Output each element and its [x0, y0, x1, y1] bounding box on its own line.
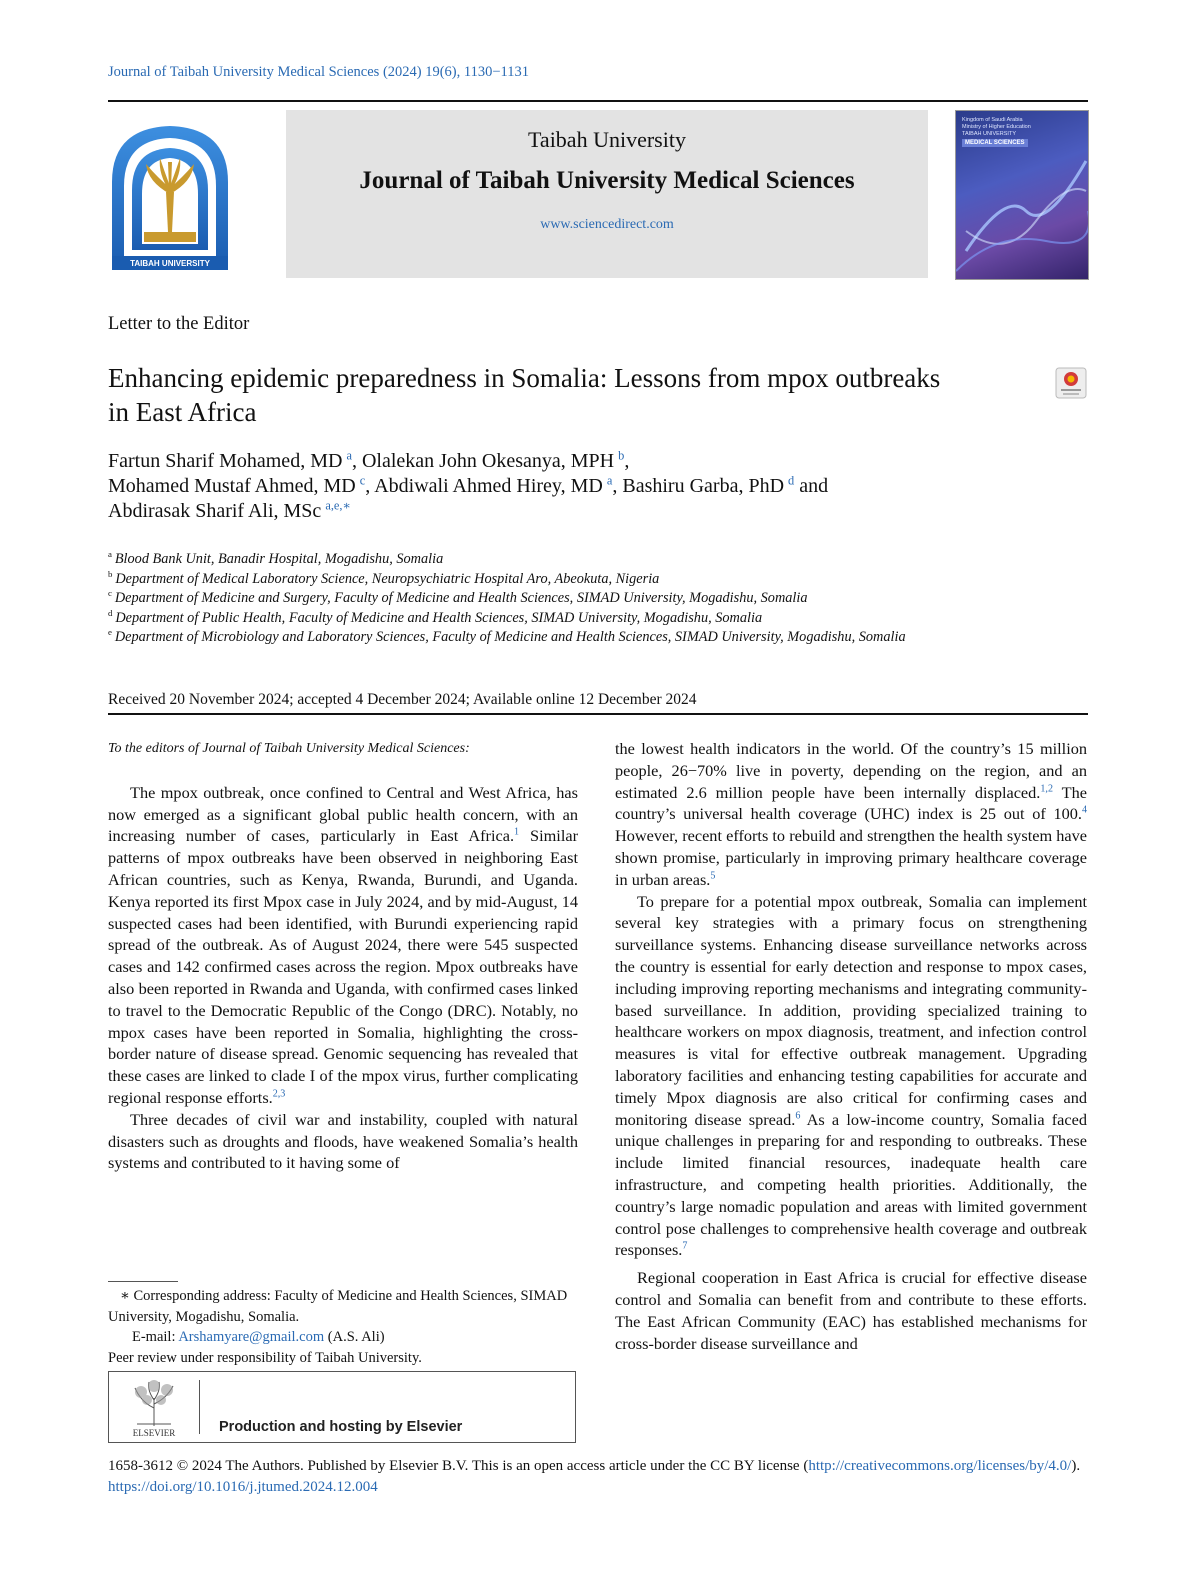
citation-link[interactable]: 5: [710, 870, 716, 882]
paragraph-continuation: [615, 738, 1087, 891]
cover-dna-graphic: [956, 111, 1088, 279]
paragraph-continuation-text: the lowest health indicators in the world. Of the country’s 15 million people, 26−70% live in poverty, depending on the region, and an estimated 2.6 million people have been internally displaced.$^{1,2}$ The country’s universal health coverage (UHC) index is 25 out of 100.$^4$ However, recent efforts to rebuild and strengthen the health system have shown promise, particularly in improving primary healthcare coverage in urban areas.$^5$: [615, 739, 1087, 889]
article-title: Enhancing epidemic preparedness in Somalia: Lessons from mpox outbreaks in East Africa: [108, 363, 941, 427]
affiliation-list: [108, 550, 1088, 648]
author-affiliation-ref[interactable]: a: [346, 448, 352, 463]
email-line: E-mail: Arshamyare@gmail.com (A.S. Ali): [132, 1329, 385, 1345]
elsevier-logo[interactable]: [123, 1378, 185, 1438]
sciencedirect-link[interactable]: www.sciencedirect.com: [540, 217, 674, 232]
copyright-notice: 1658-3612 © 2024 The Authors. Published by Elsevier B.V. This is an open access article under the CC BY license (http://creativecommons.org/licenses/by/4.0/). https://doi.org/10.1016/j.jtumed.2024.12.004: [108, 1458, 1081, 1495]
license-link[interactable]: http://creativecommons.org/licenses/by/4.0/: [808, 1458, 1072, 1474]
elsevier-logo-text: ELSEVIER: [132, 1428, 176, 1438]
logo-caption: TAIBAH UNIVERSITY: [130, 259, 210, 268]
author-name: Abdiwali Ahmed Hirey, MD: [374, 475, 603, 497]
affiliation-item: $^d$ Department of Public Health, Faculty of Medicine and Health Sciences, SIMAD University, Mogadishu, Somalia: [108, 608, 763, 626]
author-affiliation-ref[interactable]: a: [606, 473, 613, 488]
journal-name: Journal of Taibah University Medical Sciences: [359, 167, 855, 194]
hosting-label: Production and hosting by Elsevier: [219, 1419, 463, 1435]
author-list: Fartun Sharif Mohamed, MD $^a$, Olalekan John Okesanya, MPH $^b$, Mohamed Mustaf Ahmed, MD $^c$, Abdiwali Ahmed Hirey, MD $^a$, Bashiru Garba, PhD $^d$ and Abdirasak Sharif Ali, MSc $^{a,e,∗}$: [108, 448, 829, 522]
journal-banner: [286, 110, 928, 278]
dates-rule: [108, 713, 1088, 715]
affiliation-item: $^b$ Department of Medical Laboratory Science, Neuropsychiatric Hospital Aro, Abeokuta, Nigeria: [108, 568, 660, 587]
peer-review-note: Peer review under responsibility of Taibah University.: [108, 1349, 422, 1366]
body-column-left: [108, 738, 578, 1175]
paragraph: Regional cooperation in East Africa is crucial for effective disease control and Somalia can benefit from and contribute to these efforts. The East African Community (EAC) has established mechanisms for cross-border disease surveillance and: [615, 1268, 1087, 1353]
citation-link[interactable]: 7: [682, 1240, 688, 1252]
affiliation-item: $^a$ Blood Bank Unit, Banadir Hospital, Mogadishu, Somalia: [108, 549, 444, 567]
cover-header-text: Kingdom of Saudi Arabia Ministry of Higher Education TAIBAH UNIVERSITY: [962, 117, 1031, 137]
footnote-rule: [108, 1281, 178, 1282]
check-for-updates-icon[interactable]: [1055, 367, 1087, 399]
corresponding-address: ∗ Corresponding address: Faculty of Medicine and Health Sciences, SIMAD University, Mogadishu, Somalia.: [108, 1288, 568, 1325]
footnotes: [108, 1286, 578, 1368]
body-column-right: [615, 738, 1087, 1354]
author-affiliation-ref[interactable]: d: [788, 473, 795, 488]
article-type: Letter to the Editor: [108, 314, 250, 334]
author-name: Abdirasak Sharif Ali, MSc: [108, 500, 322, 522]
citation-link[interactable]: 2,3: [272, 1088, 286, 1100]
author-name: Olalekan John Okesanya, MPH: [361, 450, 615, 472]
author-affiliation-ref[interactable]: b: [618, 448, 625, 463]
affiliation-item: $^e$ Department of Microbiology and Laboratory Sciences, Faculty of Medicine and Health Sciences, SIMAD University, Mogadishu, Somalia: [108, 627, 906, 646]
elsevier-divider: [199, 1380, 200, 1434]
salutation: To the editors of Journal of Taibah University Medical Sciences:: [108, 741, 470, 756]
paragraph: Three decades of civil war and instability, coupled with natural disasters such as droughts and floods, have weakened Somalia’s health systems and contributed to it having some of: [108, 1109, 578, 1173]
author-name: Fartun Sharif Mohamed, MD: [108, 450, 343, 472]
author-name: Bashiru Garba, PhD: [622, 475, 785, 497]
author-name: Mohamed Mustaf Ahmed, MD: [108, 475, 356, 497]
citation-link[interactable]: 6: [795, 1110, 801, 1122]
journal-cover-image[interactable]: [955, 110, 1089, 280]
cover-journal-title: MEDICAL SCIENCES: [962, 139, 1028, 147]
journal-citation[interactable]: Journal of Taibah University Medical Sciences (2024) 19(6), 1130−1131: [108, 64, 529, 80]
paragraph: The mpox outbreak, once confined to Central and West Africa, has now emerged as a significant global public health concern, with an increasing number of cases, particularly in East Africa.$^1$ Similar patterns of mpox outbreaks have been observed in neighboring East African countries, such as Kenya, Rwanda, Burundi, and Uganda. Kenya reported its first Mpox case in July 2024, and by mid-August, 14 suspected cases had been identified, with Burundi experiencing rapid spread of the outbreak. As of August 2024, there were 545 suspected cases and 142 confirmed cases across the region. Mpox outbreaks have also been reported in Rwanda and Uganda, with confirmed cases linked to travel to the Democratic Republic of the Congo (DRC). Notably, no mpox cases have been reported in Somalia, highlighting the cross-border nature of disease spread. Genomic sequencing has revealed that these cases are linked to clade I of the mpox virus, further complicating regional response efforts.$^{2,3}$: [108, 782, 578, 1107]
citation-link[interactable]: 1: [514, 826, 520, 838]
article-dates: Received 20 November 2024; accepted 4 December 2024; Available online 12 December 2024: [108, 691, 697, 708]
university-name: Taibah University: [528, 127, 686, 152]
elsevier-box: [108, 1371, 576, 1443]
taibah-university-logo: [108, 122, 232, 272]
doi-link[interactable]: https://doi.org/10.1016/j.jtumed.2024.12.004: [108, 1479, 378, 1495]
affiliation-item: $^c$ Department of Medicine and Surgery, Faculty of Medicine and Health Sciences, SIMAD University, Mogadishu, Somalia: [108, 588, 808, 607]
author-affiliation-ref[interactable]: a,e,∗: [325, 498, 351, 513]
header-rule: [108, 100, 1088, 102]
citation-link[interactable]: 1,2: [1040, 783, 1053, 795]
citation-link[interactable]: 4: [1081, 804, 1087, 816]
paragraph: To prepare for a potential mpox outbreak, Somalia can implement several key strategies with a primary focus on strengthening surveillance systems. Enhancing disease surveillance networks across the country is essential for early detection and response to mpox cases, including improving reporting mechanisms and integrating community-based surveillance. In addition, providing specialized training to healthcare workers on mpox diagnosis, treatment, and infection control measures is vital for effective outbreak management. Upgrading laboratory facilities and enhancing testing capabilities for accurate and timely Mpox diagnosis are also critical for confirming cases and monitoring disease spread.$^6$ As a low-income country, Somalia faced unique challenges in preparing for and responding to outbreaks. These include limited financial resources, inadequate health care infrastructure, and competing health priorities. Additionally, the country’s large nomadic population and areas with limited government control pose challenges to comprehensive health coverage and outbreak responses.$^7$: [615, 891, 1087, 1260]
author-affiliation-ref[interactable]: c: [359, 473, 366, 488]
email-link[interactable]: Arshamyare@gmail.com: [178, 1329, 325, 1345]
